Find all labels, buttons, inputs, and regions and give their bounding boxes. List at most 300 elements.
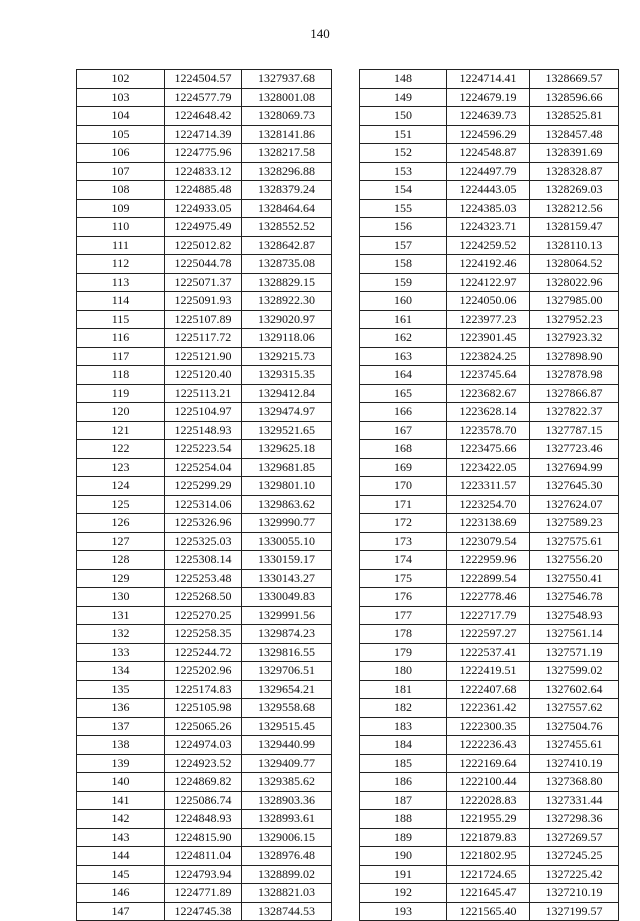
y-coordinate-cell: 1328457.48 — [530, 125, 619, 144]
point-number-cell: 192 — [360, 884, 447, 903]
y-coordinate-cell: 1327548.93 — [530, 606, 619, 625]
table-row — [360, 421, 619, 440]
point-number-cell: 146 — [77, 884, 165, 903]
x-coordinate-cell: 1223578.70 — [447, 421, 530, 440]
x-coordinate-cell: 1222959.96 — [447, 551, 530, 570]
y-coordinate-cell: 1327575.61 — [530, 532, 619, 551]
table-row — [360, 403, 619, 422]
point-number-cell: 147 — [77, 902, 165, 921]
y-coordinate-cell: 1328391.69 — [530, 144, 619, 163]
point-number-cell: 182 — [360, 699, 447, 718]
y-coordinate-cell: 1327694.99 — [530, 458, 619, 477]
table-row — [77, 754, 332, 773]
table-row — [77, 625, 332, 644]
y-coordinate-cell: 1328296.88 — [242, 162, 332, 181]
point-number-cell: 154 — [360, 181, 447, 200]
table-row — [77, 70, 332, 89]
table-row — [77, 606, 332, 625]
y-coordinate-cell: 1327504.76 — [530, 717, 619, 736]
table-row — [360, 514, 619, 533]
x-coordinate-cell: 1223311.57 — [447, 477, 530, 496]
point-number-cell: 151 — [360, 125, 447, 144]
y-coordinate-cell: 1329816.55 — [242, 643, 332, 662]
y-coordinate-cell: 1329874.23 — [242, 625, 332, 644]
x-coordinate-cell: 1225253.48 — [165, 569, 242, 588]
point-number-cell: 188 — [360, 810, 447, 829]
point-number-cell: 179 — [360, 643, 447, 662]
point-number-cell: 187 — [360, 791, 447, 810]
point-number-cell: 149 — [360, 88, 447, 107]
x-coordinate-cell: 1225254.04 — [165, 458, 242, 477]
x-coordinate-cell: 1225065.26 — [165, 717, 242, 736]
y-coordinate-cell: 1328922.30 — [242, 292, 332, 311]
x-coordinate-cell: 1224679.19 — [447, 88, 530, 107]
y-coordinate-cell: 1328903.36 — [242, 791, 332, 810]
x-coordinate-cell: 1222717.79 — [447, 606, 530, 625]
x-coordinate-cell: 1222407.68 — [447, 680, 530, 699]
x-coordinate-cell: 1223628.14 — [447, 403, 530, 422]
x-coordinate-cell: 1224385.03 — [447, 199, 530, 218]
table-row — [77, 662, 332, 681]
y-coordinate-cell: 1329654.21 — [242, 680, 332, 699]
y-coordinate-cell: 1329991.56 — [242, 606, 332, 625]
point-number-cell: 110 — [77, 218, 165, 237]
x-coordinate-cell: 1221645.47 — [447, 884, 530, 903]
y-coordinate-cell: 1328735.08 — [242, 255, 332, 274]
table-row — [360, 384, 619, 403]
point-number-cell: 107 — [77, 162, 165, 181]
page-number: 140 — [310, 26, 330, 41]
point-number-cell: 160 — [360, 292, 447, 311]
y-coordinate-cell: 1328552.52 — [242, 218, 332, 237]
x-coordinate-cell: 1224323.71 — [447, 218, 530, 237]
point-number-cell: 174 — [360, 551, 447, 570]
y-coordinate-cell: 1327557.62 — [530, 699, 619, 718]
point-number-cell: 144 — [77, 847, 165, 866]
y-coordinate-cell: 1327878.98 — [530, 366, 619, 385]
x-coordinate-cell: 1224771.89 — [165, 884, 242, 903]
table-row — [77, 569, 332, 588]
table-row — [360, 699, 619, 718]
x-coordinate-cell: 1225148.93 — [165, 421, 242, 440]
table-row — [77, 440, 332, 459]
table-row — [77, 791, 332, 810]
table-row — [77, 643, 332, 662]
point-number-cell: 193 — [360, 902, 447, 921]
table-row — [360, 144, 619, 163]
x-coordinate-cell: 1224811.04 — [165, 847, 242, 866]
point-number-cell: 137 — [77, 717, 165, 736]
x-coordinate-cell: 1223475.66 — [447, 440, 530, 459]
x-coordinate-cell: 1221879.83 — [447, 828, 530, 847]
table-row — [360, 902, 619, 921]
table-row — [77, 162, 332, 181]
y-coordinate-cell: 1328022.96 — [530, 273, 619, 292]
point-number-cell: 158 — [360, 255, 447, 274]
x-coordinate-cell: 1225268.50 — [165, 588, 242, 607]
x-coordinate-cell: 1223682.67 — [447, 384, 530, 403]
x-coordinate-cell: 1225244.72 — [165, 643, 242, 662]
y-coordinate-cell: 1328159.47 — [530, 218, 619, 237]
table-row — [360, 754, 619, 773]
table-row — [360, 310, 619, 329]
point-number-cell: 132 — [77, 625, 165, 644]
point-number-cell: 172 — [360, 514, 447, 533]
x-coordinate-cell: 1224714.39 — [165, 125, 242, 144]
x-coordinate-cell: 1225107.89 — [165, 310, 242, 329]
x-coordinate-cell: 1225120.40 — [165, 366, 242, 385]
table-row — [360, 717, 619, 736]
x-coordinate-cell: 1223079.54 — [447, 532, 530, 551]
x-coordinate-cell: 1225091.93 — [165, 292, 242, 311]
y-coordinate-cell: 1327952.23 — [530, 310, 619, 329]
x-coordinate-cell: 1225105.98 — [165, 699, 242, 718]
point-number-cell: 122 — [77, 440, 165, 459]
point-number-cell: 177 — [360, 606, 447, 625]
x-coordinate-cell: 1225299.29 — [165, 477, 242, 496]
point-number-cell: 161 — [360, 310, 447, 329]
x-coordinate-cell: 1225104.97 — [165, 403, 242, 422]
y-coordinate-cell: 1329215.73 — [242, 347, 332, 366]
x-coordinate-cell: 1221802.95 — [447, 847, 530, 866]
point-number-cell: 170 — [360, 477, 447, 496]
point-number-cell: 184 — [360, 736, 447, 755]
y-coordinate-cell: 1328328.87 — [530, 162, 619, 181]
table-row — [360, 736, 619, 755]
x-coordinate-cell: 1224577.79 — [165, 88, 242, 107]
table-body — [77, 70, 332, 921]
x-coordinate-cell: 1222899.54 — [447, 569, 530, 588]
x-coordinate-cell: 1224848.93 — [165, 810, 242, 829]
point-number-cell: 119 — [77, 384, 165, 403]
point-number-cell: 159 — [360, 273, 447, 292]
point-number-cell: 155 — [360, 199, 447, 218]
y-coordinate-cell: 1327269.57 — [530, 828, 619, 847]
x-coordinate-cell: 1222361.42 — [447, 699, 530, 718]
point-number-cell: 133 — [77, 643, 165, 662]
table-row — [77, 310, 332, 329]
y-coordinate-cell: 1327589.23 — [530, 514, 619, 533]
point-number-cell: 104 — [77, 107, 165, 126]
y-coordinate-cell: 1327822.37 — [530, 403, 619, 422]
point-number-cell: 105 — [77, 125, 165, 144]
y-coordinate-cell: 1327599.02 — [530, 662, 619, 681]
y-coordinate-cell: 1330159.17 — [242, 551, 332, 570]
table-row — [360, 847, 619, 866]
y-coordinate-cell: 1328269.03 — [530, 181, 619, 200]
x-coordinate-cell: 1224443.05 — [447, 181, 530, 200]
point-number-cell: 169 — [360, 458, 447, 477]
table-row — [77, 588, 332, 607]
point-number-cell: 121 — [77, 421, 165, 440]
table-row — [77, 347, 332, 366]
x-coordinate-cell: 1222300.35 — [447, 717, 530, 736]
point-number-cell: 116 — [77, 329, 165, 348]
x-coordinate-cell: 1225121.90 — [165, 347, 242, 366]
point-number-cell: 124 — [77, 477, 165, 496]
point-number-cell: 153 — [360, 162, 447, 181]
table-row — [77, 884, 332, 903]
y-coordinate-cell: 1328899.02 — [242, 865, 332, 884]
point-number-cell: 178 — [360, 625, 447, 644]
y-coordinate-cell: 1327245.25 — [530, 847, 619, 866]
x-coordinate-cell: 1224192.46 — [447, 255, 530, 274]
table-row — [77, 865, 332, 884]
table-row — [360, 88, 619, 107]
table-row — [360, 292, 619, 311]
y-coordinate-cell: 1329385.62 — [242, 773, 332, 792]
table-row — [77, 680, 332, 699]
y-coordinate-cell: 1328744.53 — [242, 902, 332, 921]
point-number-cell: 190 — [360, 847, 447, 866]
y-coordinate-cell: 1328110.13 — [530, 236, 619, 255]
y-coordinate-cell: 1328212.56 — [530, 199, 619, 218]
point-number-cell: 130 — [77, 588, 165, 607]
table-row — [77, 218, 332, 237]
y-coordinate-cell: 1329558.68 — [242, 699, 332, 718]
x-coordinate-cell: 1223977.23 — [447, 310, 530, 329]
table-row — [77, 699, 332, 718]
y-coordinate-cell: 1329474.97 — [242, 403, 332, 422]
table-row — [77, 273, 332, 292]
x-coordinate-cell: 1223254.70 — [447, 495, 530, 514]
x-coordinate-cell: 1221724.65 — [447, 865, 530, 884]
table-row — [360, 181, 619, 200]
y-coordinate-cell: 1329020.97 — [242, 310, 332, 329]
point-number-cell: 138 — [77, 736, 165, 755]
point-number-cell: 164 — [360, 366, 447, 385]
point-number-cell: 140 — [77, 773, 165, 792]
y-coordinate-cell: 1327368.80 — [530, 773, 619, 792]
x-coordinate-cell: 1225113.21 — [165, 384, 242, 403]
x-coordinate-cell: 1223901.45 — [447, 329, 530, 348]
x-coordinate-cell: 1225270.25 — [165, 606, 242, 625]
y-coordinate-cell: 1328976.48 — [242, 847, 332, 866]
point-number-cell: 166 — [360, 403, 447, 422]
point-number-cell: 115 — [77, 310, 165, 329]
table-row — [77, 847, 332, 866]
y-coordinate-cell: 1330055.10 — [242, 532, 332, 551]
point-number-cell: 152 — [360, 144, 447, 163]
point-number-cell: 183 — [360, 717, 447, 736]
y-coordinate-cell: 1329681.85 — [242, 458, 332, 477]
table-row — [360, 162, 619, 181]
y-coordinate-cell: 1327571.19 — [530, 643, 619, 662]
table-row — [360, 347, 619, 366]
y-coordinate-cell: 1330049.83 — [242, 588, 332, 607]
point-number-cell: 127 — [77, 532, 165, 551]
table-row — [77, 717, 332, 736]
table-row — [77, 366, 332, 385]
y-coordinate-cell: 1327225.42 — [530, 865, 619, 884]
table-row — [360, 199, 619, 218]
y-coordinate-cell: 1327985.00 — [530, 292, 619, 311]
x-coordinate-cell: 1221565.40 — [447, 902, 530, 921]
y-coordinate-cell: 1327723.46 — [530, 440, 619, 459]
x-coordinate-cell: 1224974.03 — [165, 736, 242, 755]
point-number-cell: 175 — [360, 569, 447, 588]
table-row — [77, 810, 332, 829]
y-coordinate-cell: 1327550.41 — [530, 569, 619, 588]
y-coordinate-cell: 1329006.15 — [242, 828, 332, 847]
point-number-cell: 142 — [77, 810, 165, 829]
table-row — [77, 181, 332, 200]
x-coordinate-cell: 1225223.54 — [165, 440, 242, 459]
point-number-cell: 134 — [77, 662, 165, 681]
table-row — [77, 421, 332, 440]
point-number-cell: 109 — [77, 199, 165, 218]
table-row — [360, 606, 619, 625]
point-number-cell: 112 — [77, 255, 165, 274]
table-row — [360, 884, 619, 903]
point-number-cell: 123 — [77, 458, 165, 477]
table-row — [77, 514, 332, 533]
point-number-cell: 163 — [360, 347, 447, 366]
point-number-cell: 189 — [360, 828, 447, 847]
point-number-cell: 148 — [360, 70, 447, 89]
x-coordinate-cell: 1224815.90 — [165, 828, 242, 847]
coordinates-table-left — [76, 69, 332, 921]
y-coordinate-cell: 1329706.51 — [242, 662, 332, 681]
y-coordinate-cell: 1329440.99 — [242, 736, 332, 755]
x-coordinate-cell: 1224648.42 — [165, 107, 242, 126]
y-coordinate-cell: 1327561.14 — [530, 625, 619, 644]
x-coordinate-cell: 1222597.27 — [447, 625, 530, 644]
x-coordinate-cell: 1224122.97 — [447, 273, 530, 292]
x-coordinate-cell: 1225308.14 — [165, 551, 242, 570]
table-row — [360, 662, 619, 681]
table-row — [360, 495, 619, 514]
x-coordinate-cell: 1224714.41 — [447, 70, 530, 89]
point-number-cell: 108 — [77, 181, 165, 200]
x-coordinate-cell: 1224775.96 — [165, 144, 242, 163]
table-row — [360, 588, 619, 607]
y-coordinate-cell: 1328001.08 — [242, 88, 332, 107]
point-number-cell: 156 — [360, 218, 447, 237]
x-coordinate-cell: 1222169.64 — [447, 754, 530, 773]
point-number-cell: 113 — [77, 273, 165, 292]
x-coordinate-cell: 1222100.44 — [447, 773, 530, 792]
table-row — [360, 255, 619, 274]
x-coordinate-cell: 1224639.73 — [447, 107, 530, 126]
point-number-cell: 191 — [360, 865, 447, 884]
x-coordinate-cell: 1223422.05 — [447, 458, 530, 477]
y-coordinate-cell: 1327455.61 — [530, 736, 619, 755]
y-coordinate-cell: 1328642.87 — [242, 236, 332, 255]
y-coordinate-cell: 1327624.07 — [530, 495, 619, 514]
table-row — [360, 273, 619, 292]
y-coordinate-cell: 1329625.18 — [242, 440, 332, 459]
table-row — [77, 458, 332, 477]
table-row — [360, 773, 619, 792]
table-row — [360, 643, 619, 662]
point-number-cell: 136 — [77, 699, 165, 718]
x-coordinate-cell: 1221955.29 — [447, 810, 530, 829]
y-coordinate-cell: 1327331.44 — [530, 791, 619, 810]
y-coordinate-cell: 1327923.32 — [530, 329, 619, 348]
x-coordinate-cell: 1222419.51 — [447, 662, 530, 681]
x-coordinate-cell: 1225044.78 — [165, 255, 242, 274]
x-coordinate-cell: 1224497.79 — [447, 162, 530, 181]
y-coordinate-cell: 1329863.62 — [242, 495, 332, 514]
x-coordinate-cell: 1222778.46 — [447, 588, 530, 607]
x-coordinate-cell: 1224869.82 — [165, 773, 242, 792]
point-number-cell: 162 — [360, 329, 447, 348]
x-coordinate-cell: 1224833.12 — [165, 162, 242, 181]
y-coordinate-cell: 1329412.84 — [242, 384, 332, 403]
x-coordinate-cell: 1223824.25 — [447, 347, 530, 366]
x-coordinate-cell: 1224745.38 — [165, 902, 242, 921]
x-coordinate-cell: 1224548.87 — [447, 144, 530, 163]
table-row — [77, 88, 332, 107]
x-coordinate-cell: 1225325.03 — [165, 532, 242, 551]
x-coordinate-cell: 1224923.52 — [165, 754, 242, 773]
x-coordinate-cell: 1224793.94 — [165, 865, 242, 884]
table-row — [360, 551, 619, 570]
table-row — [360, 532, 619, 551]
point-number-cell: 143 — [77, 828, 165, 847]
point-number-cell: 103 — [77, 88, 165, 107]
x-coordinate-cell: 1223745.64 — [447, 366, 530, 385]
table-row — [77, 403, 332, 422]
table-row — [360, 791, 619, 810]
x-coordinate-cell: 1224050.06 — [447, 292, 530, 311]
table-row — [77, 125, 332, 144]
table-row — [77, 828, 332, 847]
y-coordinate-cell: 1327645.30 — [530, 477, 619, 496]
point-number-cell: 141 — [77, 791, 165, 810]
table-row — [77, 255, 332, 274]
table-row — [77, 902, 332, 921]
x-coordinate-cell: 1224596.29 — [447, 125, 530, 144]
y-coordinate-cell: 1327410.19 — [530, 754, 619, 773]
x-coordinate-cell: 1223138.69 — [447, 514, 530, 533]
table-row — [77, 107, 332, 126]
table-row — [360, 810, 619, 829]
table-row — [360, 828, 619, 847]
x-coordinate-cell: 1225174.83 — [165, 680, 242, 699]
point-number-cell: 167 — [360, 421, 447, 440]
y-coordinate-cell: 1327199.57 — [530, 902, 619, 921]
point-number-cell: 145 — [77, 865, 165, 884]
point-number-cell: 157 — [360, 236, 447, 255]
y-coordinate-cell: 1327298.36 — [530, 810, 619, 829]
x-coordinate-cell: 1222028.83 — [447, 791, 530, 810]
point-number-cell: 168 — [360, 440, 447, 459]
y-coordinate-cell: 1329801.10 — [242, 477, 332, 496]
table-row — [360, 625, 619, 644]
y-coordinate-cell: 1328829.15 — [242, 273, 332, 292]
table-row — [360, 329, 619, 348]
x-coordinate-cell: 1222236.43 — [447, 736, 530, 755]
table-row — [360, 125, 619, 144]
y-coordinate-cell: 1328379.24 — [242, 181, 332, 200]
point-number-cell: 106 — [77, 144, 165, 163]
y-coordinate-cell: 1328069.73 — [242, 107, 332, 126]
point-number-cell: 117 — [77, 347, 165, 366]
point-number-cell: 114 — [77, 292, 165, 311]
y-coordinate-cell: 1327866.87 — [530, 384, 619, 403]
table-row — [77, 199, 332, 218]
point-number-cell: 129 — [77, 569, 165, 588]
table-row — [360, 70, 619, 89]
table-row — [77, 292, 332, 311]
table-row — [77, 477, 332, 496]
table-row — [77, 495, 332, 514]
y-coordinate-cell: 1329315.35 — [242, 366, 332, 385]
table-row — [360, 366, 619, 385]
point-number-cell: 180 — [360, 662, 447, 681]
